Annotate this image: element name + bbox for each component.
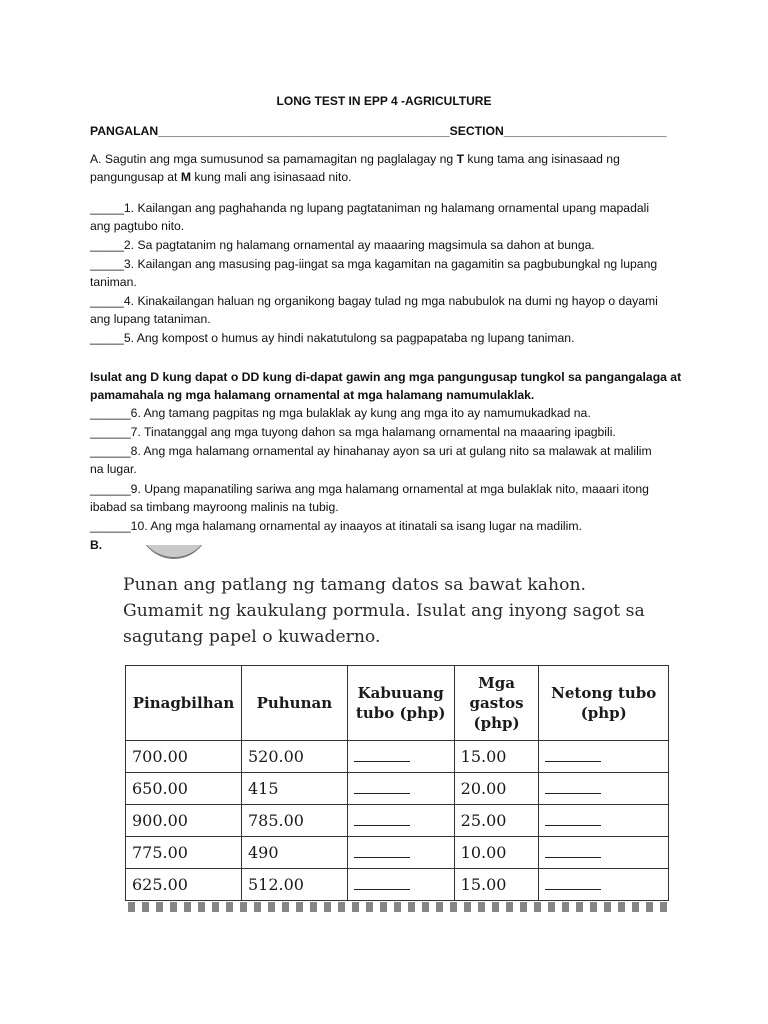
true-marker: T — [456, 152, 465, 166]
cropped-text-fragment — [128, 902, 668, 912]
cell-puhunan: 490 — [241, 837, 347, 869]
table-row — [126, 869, 669, 901]
answer-blank[interactable] — [545, 815, 601, 826]
instruction-line: sagutang papel o kuwaderno. — [123, 627, 381, 647]
question-item: _____5. Ang kompost o humus ay hindi nakatutulong sa pagpapataba ng lupang taniman. — [90, 331, 575, 345]
cell-puhunan: 415 — [241, 773, 347, 805]
question-item: ______6. Ang tamang pagpitas ng mga bulaklak ay kung ang mga ito ay namumukadkad na. — [90, 406, 591, 420]
cell-pinagbilhan: 625.00 — [126, 869, 242, 901]
table-row — [126, 837, 669, 869]
cell-netong-tubo[interactable] — [539, 805, 669, 837]
part-d-instruction-line-2: pamamahala ng mga halamang ornamental at mga halamang namumulaklak. — [90, 388, 535, 402]
answer-blank[interactable] — [354, 847, 410, 858]
header-pinagbilhan: Pinagbilhan — [126, 666, 242, 741]
question-item: ______10. Ang mga halamang ornamental ay inaayos at itinatali sa isang lugar na madilim. — [90, 519, 582, 533]
table-row — [126, 805, 669, 837]
question-item: _____4. Kinakailangan haluan ng organikong bagay tulad ng mga nabubulok na dumi ng hayop o dayami — [90, 294, 658, 308]
page-title: LONG TEST IN EPP 4 -AGRICULTURE — [276, 94, 492, 108]
cell-gastos: 15.00 — [454, 869, 539, 901]
cell-netong-tubo[interactable] — [539, 773, 669, 805]
name-section-line — [90, 122, 680, 141]
cell-kabuuang-tubo[interactable] — [347, 837, 454, 869]
cell-kabuuang-tubo[interactable] — [347, 805, 454, 837]
instruction-line: Punan ang patlang ng tamang datos sa bawat kahon. — [123, 575, 586, 595]
question-item-cont: ibabad sa timbang mayroong malinis na tubig. — [90, 500, 339, 514]
cell-netong-tubo[interactable] — [539, 741, 669, 773]
question-item: ______7. Tinatanggal ang mga tuyong dahon sa mga halamang ornamental na maaaring ipagbili. — [90, 425, 616, 439]
cell-gastos: 25.00 — [454, 805, 539, 837]
cell-puhunan: 520.00 — [241, 741, 347, 773]
question-item: _____3. Kailangan ang masusing pag-iingat sa mga kagamitan na gagamitin sa pagbubungkal ng lupang — [90, 257, 658, 271]
part-b-figure — [90, 545, 680, 915]
table-header-row — [126, 666, 669, 741]
cell-kabuuang-tubo[interactable] — [347, 741, 454, 773]
cell-gastos: 10.00 — [454, 837, 539, 869]
answer-blank[interactable] — [545, 879, 601, 890]
part-a-instruction-line-1 — [90, 150, 680, 169]
instruction-text: pangungusap at — [90, 170, 181, 184]
section-label: SECTION — [449, 124, 504, 138]
answer-blank[interactable] — [354, 783, 410, 794]
table-row — [126, 773, 669, 805]
cell-pinagbilhan: 900.00 — [126, 805, 242, 837]
cell-kabuuang-tubo[interactable] — [347, 869, 454, 901]
section-blank[interactable]: ________________________ — [503, 124, 667, 138]
answer-blank[interactable] — [354, 815, 410, 826]
instruction-text: kung tama ang isinasaad ng — [464, 152, 620, 166]
answer-blank[interactable] — [354, 879, 410, 890]
answer-blank[interactable] — [545, 847, 601, 858]
cell-netong-tubo[interactable] — [539, 837, 669, 869]
name-blank[interactable]: ___________________________________________ — [158, 124, 450, 138]
cell-puhunan: 785.00 — [241, 805, 347, 837]
profit-table — [125, 665, 669, 901]
question-item: _____2. Sa pagtatanim ng halamang ornamental ay maaaring magsimula sa dahon at bunga. — [90, 238, 595, 252]
question-item-cont: taniman. — [90, 275, 137, 289]
cell-pinagbilhan: 650.00 — [126, 773, 242, 805]
part-a-instruction-line-2 — [90, 168, 680, 187]
question-item: ______8. Ang mga halamang ornamental ay hinahanay ayon sa uri at gulang nito sa malawak at malilim — [90, 444, 652, 458]
question-item-cont: ang pagtubo nito. — [90, 219, 185, 233]
cell-puhunan: 512.00 — [241, 869, 347, 901]
header-kabuuang-tubo: Kabuuang tubo (php) — [347, 666, 454, 741]
header-puhunan: Puhunan — [241, 666, 347, 741]
part-d-instruction-line-1: Isulat ang D kung dapat o DD kung di-dapat gawin ang mga pangungusap tungkol sa pangangalaga at — [90, 370, 682, 384]
header-mga-gastos: Mga gastos (php) — [454, 666, 539, 741]
cell-pinagbilhan: 775.00 — [126, 837, 242, 869]
instruction-text: kung mali ang isinasaad nito. — [190, 170, 352, 184]
question-item-cont: na lugar. — [90, 462, 137, 476]
cell-kabuuang-tubo[interactable] — [347, 773, 454, 805]
cell-netong-tubo[interactable] — [539, 869, 669, 901]
instruction-text: A. Sagutin ang mga sumusunod sa pamamagitan ng paglalagay ng — [90, 152, 457, 166]
answer-blank[interactable] — [354, 751, 410, 762]
cell-gastos: 20.00 — [454, 773, 539, 805]
part-b-instructions — [123, 572, 663, 650]
name-label: PANGALAN — [90, 124, 159, 138]
cropped-graphic — [138, 545, 210, 559]
table-row — [126, 741, 669, 773]
part-b-label: B. — [90, 538, 103, 552]
instruction-line: Gumamit ng kaukulang pormula. Isulat ang inyong sagot sa — [123, 601, 645, 621]
answer-blank[interactable] — [545, 783, 601, 794]
question-item: ______9. Upang mapanatiling sariwa ang mga halamang ornamental at mga bulaklak nito, maaari itong — [90, 482, 649, 496]
cell-gastos: 15.00 — [454, 741, 539, 773]
answer-blank[interactable] — [545, 751, 601, 762]
question-item-cont: ang lupang tataniman. — [90, 312, 211, 326]
cell-pinagbilhan: 700.00 — [126, 741, 242, 773]
header-netong-tubo: Netong tubo (php) — [539, 666, 669, 741]
false-marker: M — [180, 170, 191, 184]
question-item: _____1. Kailangan ang paghahanda ng lupang pagtataniman ng halamang ornamental upang mapadali — [90, 201, 650, 215]
